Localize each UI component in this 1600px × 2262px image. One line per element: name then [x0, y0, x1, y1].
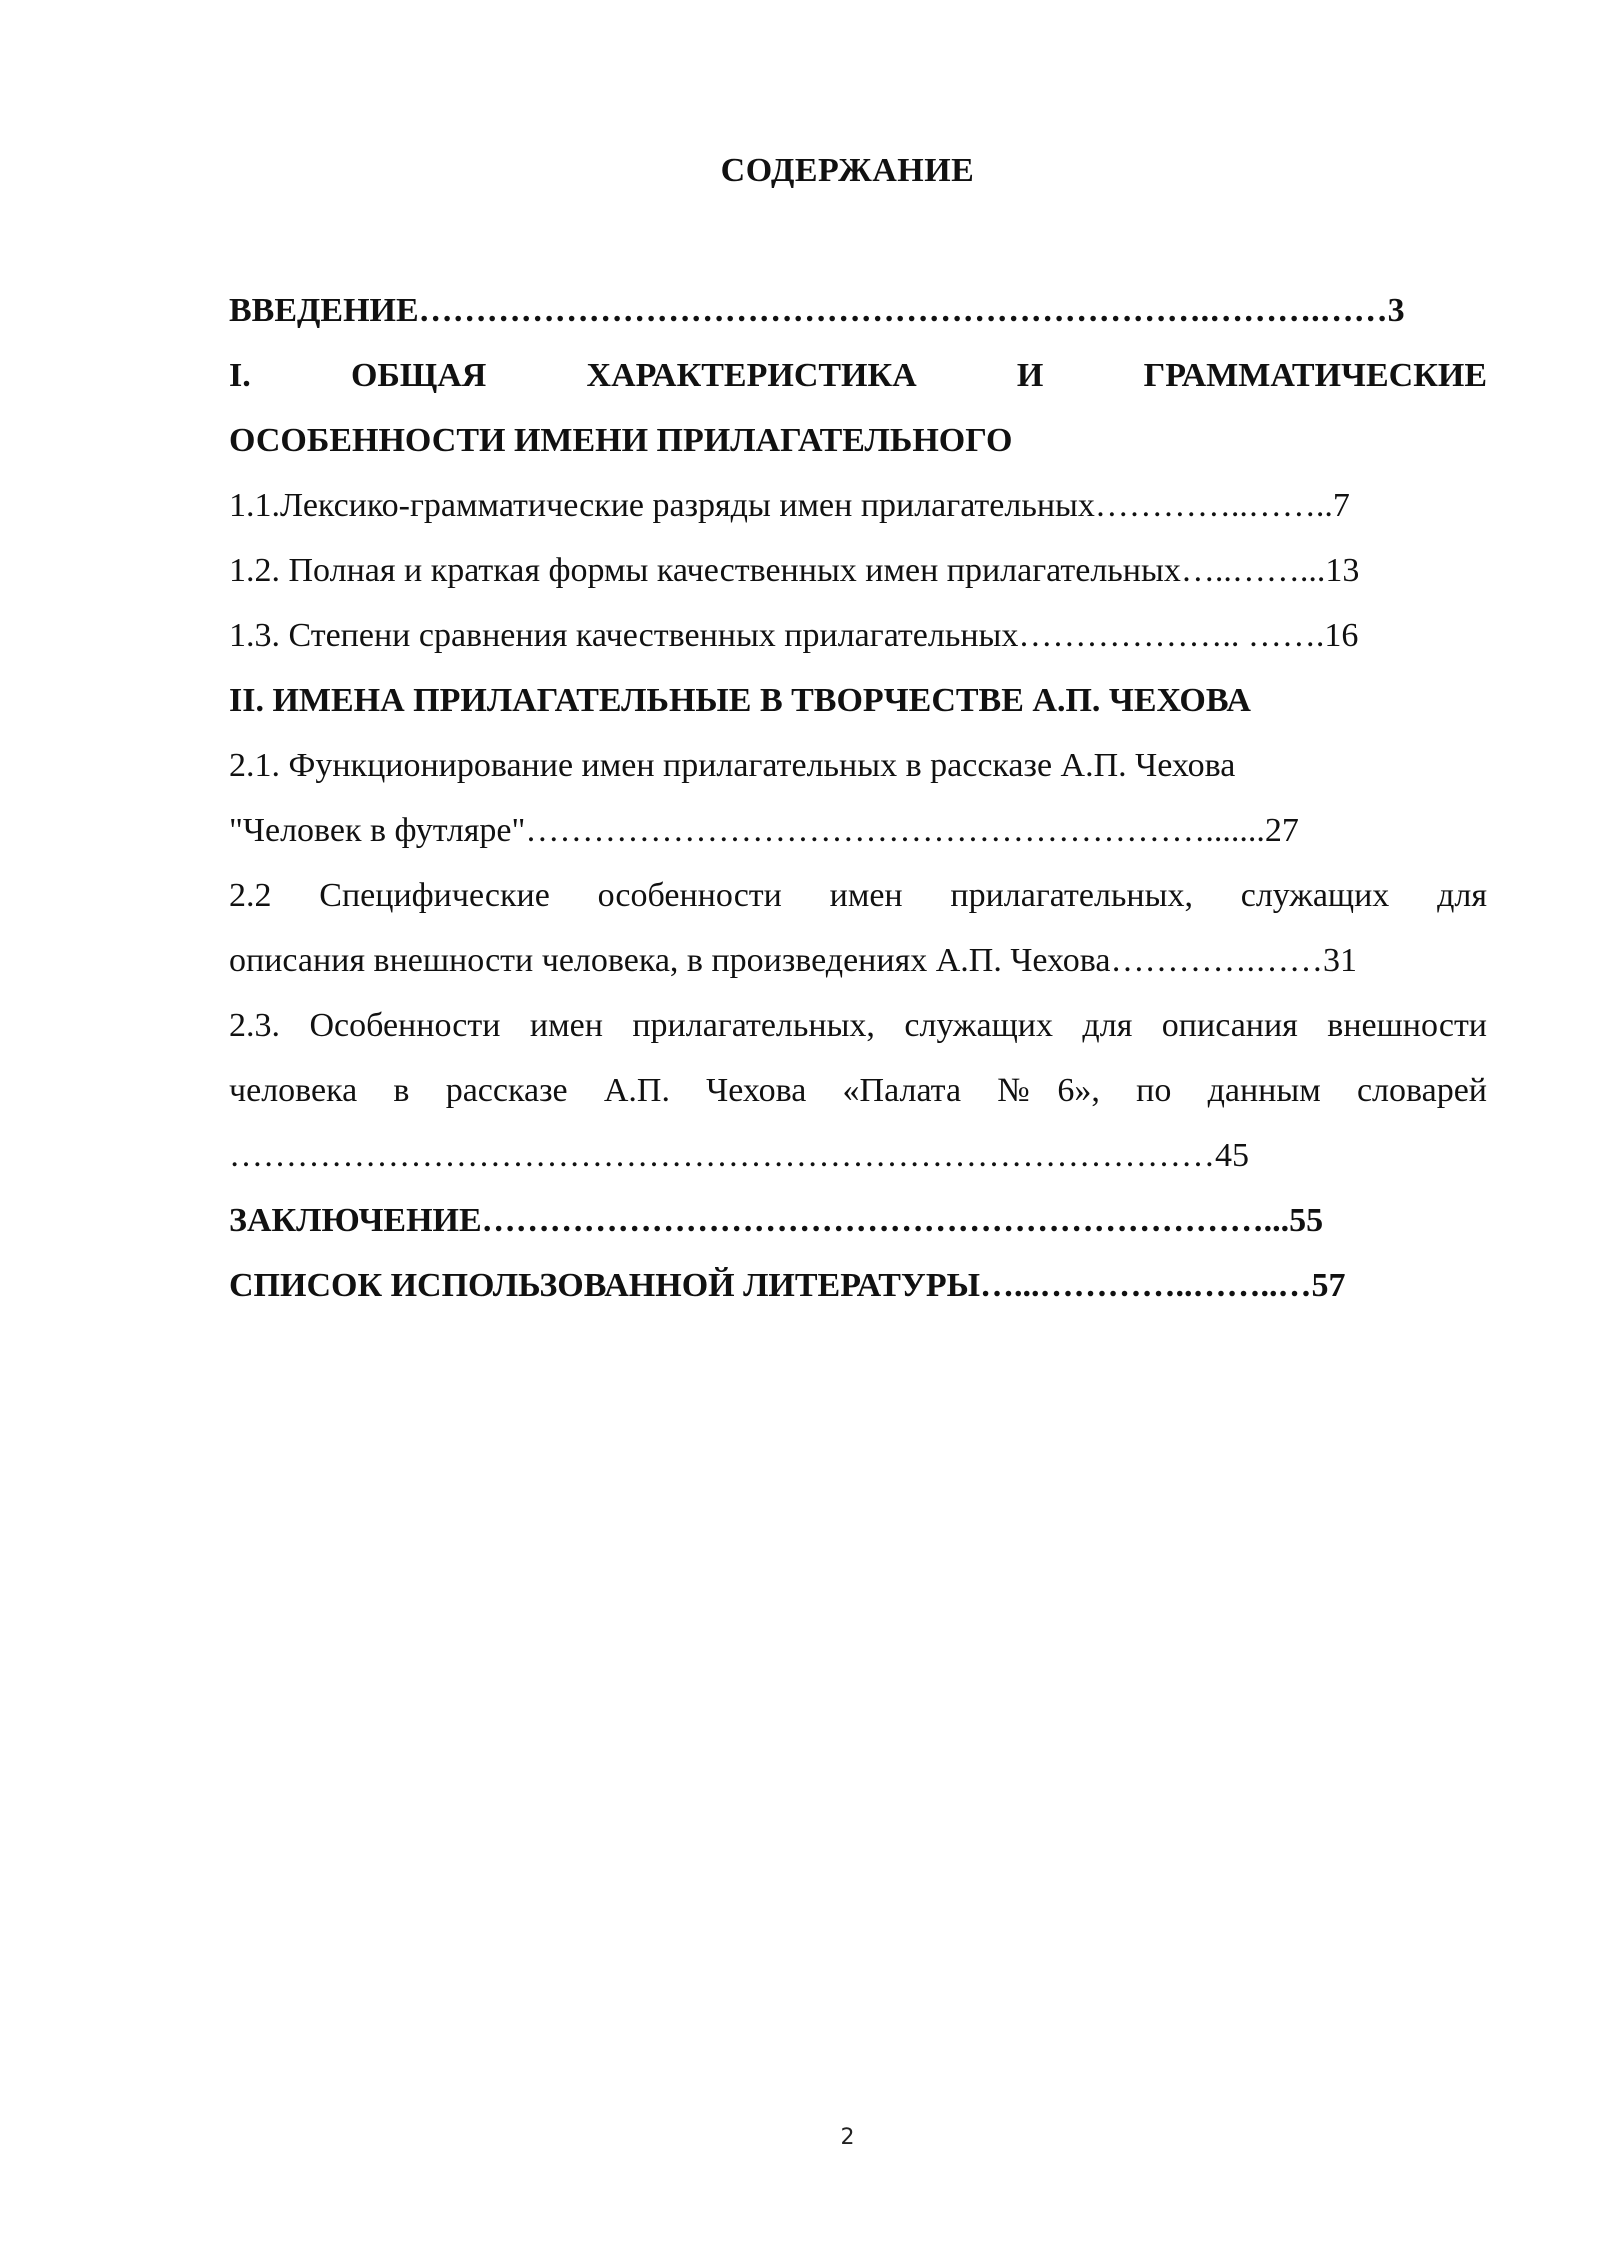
table-of-contents	[229, 278, 1487, 1318]
toc-entry-2-3-line3: ……………………………………………………………………………45	[229, 1137, 1249, 1174]
toc-entry-1-1: 1.1.Лексико-грамматические разряды имен прилагательных…………..……..7	[229, 487, 1350, 524]
page-number: 2	[840, 2125, 855, 2150]
toc-entry-introduction: ВВЕДЕНИЕ…………………………………………………………….……….……3	[229, 292, 1405, 329]
toc-entry-1-3: 1.3. Степени сравнения качественных прилагательных……………….. …….16	[229, 617, 1359, 654]
toc-chapter-1-heading-line1: I. ОБЩАЯ ХАРАКТЕРИСТИКА И ГРАММАТИЧЕСКИЕ	[229, 357, 1487, 394]
page-title: СОДЕРЖАНИЕ	[720, 152, 975, 189]
toc-entry-2-2-line2: описания внешности человека, в произведениях А.П. Чехова………….……31	[229, 942, 1357, 979]
toc-entry-conclusion: ЗАКЛЮЧЕНИЕ……………………………………………………………...55	[229, 1202, 1324, 1239]
toc-entry-2-1-line2: "Человек в футляре"…………………………………………………….......27	[229, 812, 1299, 849]
toc-entry-2-3-line2: человека в рассказе А.П. Чехова «Палата №6», по данным словарей	[229, 1072, 1487, 1109]
toc-chapter-2-heading: II. ИМЕНА ПРИЛАГАТЕЛЬНЫЕ В ТВОРЧЕСТВЕ А.П. ЧЕХОВА	[229, 682, 1251, 719]
toc-entry-bibliography: СПИСОК ИСПОЛЬЗОВАННОЙ ЛИТЕРАТУРЫ…...…………..……..…57	[229, 1267, 1346, 1304]
toc-entry-2-3-line1: 2.3. Особенности имен прилагательных, служащих для описания внешности	[229, 1007, 1487, 1044]
toc-chapter-1-heading-line2: ОСОБЕННОСТИ ИМЕНИ ПРИЛАГАТЕЛЬНОГО	[229, 422, 1013, 459]
toc-entry-2-2-line1: 2.2 Специфические особенности имен прилагательных, служащих для	[229, 877, 1487, 914]
toc-entry-2-1-line1: 2.1. Функционирование имен прилагательных в рассказе А.П. Чехова	[229, 747, 1236, 784]
toc-entry-1-2: 1.2. Полная и краткая формы качественных имен прилагательных…..……...13	[229, 552, 1360, 589]
